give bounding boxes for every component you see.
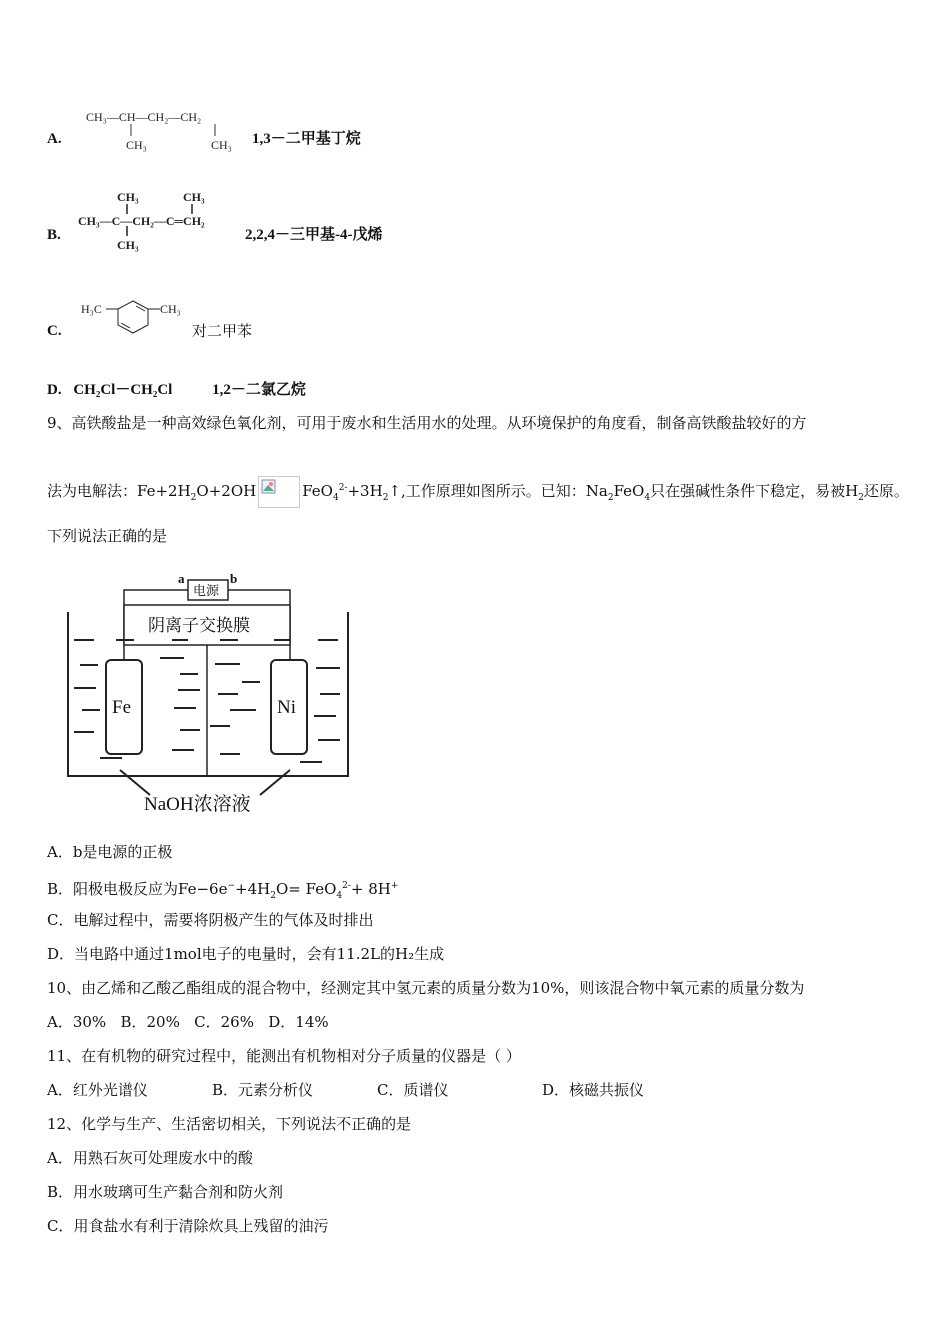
pointer-line (260, 770, 290, 795)
option-b-q8 (47, 224, 61, 245)
option-label: D. (47, 382, 62, 398)
compound-name-a: 1,3－二甲基丁烷 (252, 131, 361, 147)
solution-label: NaOH浓溶液 (144, 794, 251, 815)
fe-electrode-label: Fe (112, 697, 131, 718)
option-label: B. (47, 227, 61, 243)
q9-stem-line3: 下列说法正确的是 (47, 527, 168, 545)
text-segment: O= FeO (275, 880, 337, 898)
q11-stem: 11、在有机物的研究过程中，能测出有机物相对分子质量的仪器是（ ） (47, 1047, 521, 1065)
power-source-label: 电源 (193, 583, 220, 598)
option-d-q8 (47, 380, 306, 400)
formula-a-bonds (125, 124, 225, 138)
text-segment: +3H (347, 482, 383, 500)
formula-b-top-1: CH₃ (117, 190, 139, 204)
terminal-a-label: a (178, 571, 185, 586)
q11-option-a: A．红外光谱仪 (47, 1081, 148, 1099)
structural-formula-a (86, 110, 201, 125)
formula-b-bottom: CH₃ (117, 238, 139, 252)
option-c-q8 (47, 320, 62, 341)
option-label: A. (47, 131, 62, 147)
text-segment: FeO (613, 482, 645, 500)
subscript: 4 (644, 493, 651, 503)
formula-d: CH₂Cl－CH₂Cl (73, 382, 173, 398)
subscript: 2 (607, 493, 614, 503)
subscript: 2 (270, 891, 276, 901)
substituent-left: H₃C (81, 302, 102, 316)
superscript: + (390, 881, 399, 891)
superscript: − (227, 881, 236, 891)
formula-sub-1: CH₃ (126, 138, 147, 152)
q9-option-b (47, 876, 398, 906)
terminal-b-label: b (230, 571, 238, 586)
text-segment: + 8H (350, 880, 391, 898)
ni-electrode-label: Ni (277, 697, 296, 718)
q12-option-b: B．用水玻璃可生产黏合剂和防火剂 (47, 1183, 284, 1201)
q9-option-c: C．电解过程中，需要将阴极产生的气体及时排出 (47, 911, 374, 929)
formula-main-chain: CH₃—CH—CH₂—CH₂ (86, 110, 202, 124)
electrolysis-diagram (60, 570, 360, 820)
q10-options: A．30% B．20% C．26% D．14% (47, 1013, 329, 1031)
substituent-right: CH₃ (160, 302, 181, 316)
superscript: 2- (342, 881, 351, 891)
option-a-q8 (47, 128, 62, 149)
subscript: 2 (858, 493, 864, 503)
text-segment: 还原。 (863, 482, 909, 500)
superscript: 2- (338, 483, 348, 493)
subscript: 4 (332, 493, 339, 503)
text-segment: FeO (302, 482, 333, 500)
p-xylene-structure (78, 292, 190, 342)
q10-stem: 10、由乙烯和乙酸乙酯组成的混合物中，经测定其中氢元素的质量分数为10%，则该混合物中氧元素的质量分数为 (47, 979, 805, 997)
q12-option-a: A．用熟石灰可处理废水中的酸 (47, 1149, 253, 1167)
q9-option-a: A．b是电源的正极 (47, 843, 173, 861)
text-segment: 只在强碱性条件下稳定，易被H (650, 482, 859, 500)
subscript: 2 (190, 493, 197, 503)
formula-b-top-2: CH₃ (183, 190, 205, 204)
compound-name-c: 对二甲苯 (192, 322, 253, 340)
q11-option-c: C．质谱仪 (377, 1081, 449, 1099)
benzene-ring (118, 301, 148, 333)
q11-option-b: B．元素分析仪 (212, 1081, 314, 1099)
option-label: C. (47, 323, 62, 339)
text-segment: 法为电解法：Fe+2H (47, 482, 191, 500)
compound-name-b: 2,2,4－三甲基-4-戊烯 (245, 227, 383, 243)
q12-stem: 12、化学与生产、生活密切相关，下列说法不正确的是 (47, 1115, 412, 1133)
text-segment: O+2OH (196, 482, 257, 500)
compound-name-d: 1,2－二氯乙烷 (212, 382, 306, 398)
q9-stem-line2 (47, 476, 909, 508)
subscript: 4 (336, 891, 343, 901)
formula-b-main: CH₃—C—CH₂—C═CH₂ (78, 214, 205, 228)
q11-option-d: D．核磁共振仪 (542, 1081, 645, 1099)
text-segment: +4H (235, 880, 271, 898)
text-segment: ↑,工作原理如图所示。已知：Na (388, 482, 608, 500)
q9-option-d: D．当电路中通过1mol电子的电量时，会有11.2L的H₂生成 (47, 945, 445, 963)
q9-stem-line1: 9、高铁酸盐是一种高效绿色氧化剂，可用于废水和生活用水的处理。从环境保护的角度看，制备高铁酸盐较好的方 (47, 414, 807, 432)
pointer-line (120, 770, 150, 795)
q12-option-c: C．用食盐水有利于清除炊具上残留的油污 (47, 1217, 329, 1235)
formula-sub-2: CH₃ (211, 138, 232, 152)
membrane-label: 阴离子交换膜 (148, 616, 250, 635)
subscript: 2 (382, 493, 389, 503)
text-segment: B．阳极电极反应为Fe−6e (47, 880, 228, 898)
broken-image-icon (258, 476, 300, 508)
